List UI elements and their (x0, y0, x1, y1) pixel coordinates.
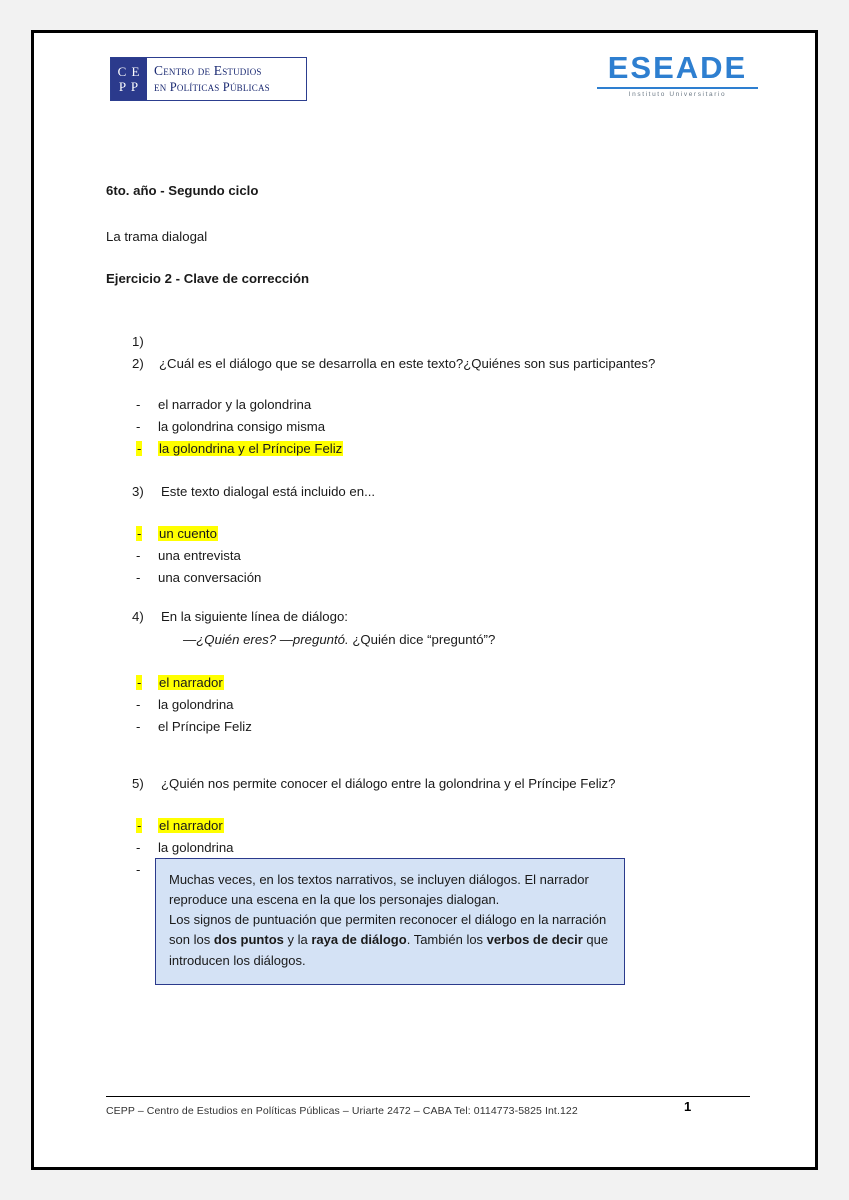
topic-line: La trama dialogal (106, 229, 208, 244)
cepp-name-line1: Centro de Estudios (154, 62, 262, 78)
question-5-text: ¿Quién nos permite conocer el diálogo entre la golondrina y el Príncipe Feliz? (161, 776, 616, 791)
cepp-monogram-line2: P P (118, 79, 140, 94)
question-5-number: 5) (132, 776, 144, 791)
document-header (34, 51, 815, 121)
option-marker: - (136, 548, 141, 563)
info-p2-part-c: y la (283, 932, 312, 948)
question-2-number: 2) (132, 356, 144, 371)
question-3-number: 3) (132, 484, 144, 499)
footer-text: CEPP – Centro de Estudios en Políticas Públicas – Uriarte 2472 – CABA Tel: 0114773-5825 Int.122 (106, 1105, 578, 1117)
question-4-option-2: la golondrina (158, 697, 234, 712)
question-5-option-2: la golondrina (158, 840, 234, 855)
info-p2-part-a: Los signos de puntuación que permiten reconocer el diálogo en la narración son los (169, 912, 607, 948)
cepp-name-line2: en Políticas Públicas (154, 79, 270, 94)
question-5-option-1: el narrador (159, 818, 223, 833)
course-heading: 6to. año - Segundo ciclo (106, 183, 259, 198)
option-marker-highlighted: - (137, 526, 142, 541)
info-box-paragraph-1: Muchas veces, en los textos narrativos, se incluyen diálogos. El narrador reproduce una escena en la que los personajes dialogan. (169, 872, 589, 908)
eseade-subtitle: Instituto Universitario (628, 91, 727, 99)
question-4-number: 4) (132, 609, 144, 624)
info-p2-dos-puntos: dos puntos (213, 932, 284, 948)
question-4-quote (183, 632, 495, 647)
cepp-monogram-icon (111, 58, 147, 100)
exercise-title: Ejercicio 2 - Clave de corrección (106, 271, 310, 286)
document-page (31, 30, 818, 1170)
option-marker: - (136, 719, 141, 734)
question-4-quote-rest: ¿Quién dice “preguntó”? (348, 632, 496, 647)
eseade-divider (597, 87, 758, 89)
question-2-text: ¿Cuál es el diálogo que se desarrolla en este texto?¿Quiénes son sus participantes? (159, 356, 656, 371)
info-p2-verbos-decir: verbos de decir (486, 932, 583, 948)
cepp-logo-text (147, 58, 306, 100)
info-box (155, 858, 625, 985)
info-p2-raya-dialogo: raya de diálogo (311, 932, 407, 948)
question-2-option-3: la golondrina y el Príncipe Feliz (159, 441, 343, 456)
question-4-option-3: el Príncipe Feliz (158, 719, 252, 734)
info-box-paragraph-2 (169, 910, 611, 970)
question-3-text: Este texto dialogal está incluido en... (161, 484, 376, 499)
question-2-option-1: el narrador y la golondrina (158, 397, 312, 412)
option-marker: - (136, 862, 141, 877)
question-3-option-1: un cuento (159, 526, 217, 541)
eseade-wordmark: ESEADE (607, 50, 748, 85)
cepp-logo (110, 57, 307, 101)
option-marker: - (136, 419, 141, 434)
page-content-area (34, 33, 815, 1167)
option-marker: - (136, 570, 141, 585)
option-marker-highlighted: - (137, 675, 142, 690)
page-number: 1 (684, 1099, 692, 1114)
question-4-text: En la siguiente línea de diálogo: (161, 609, 348, 624)
question-4-option-1: el narrador (159, 675, 223, 690)
option-marker-highlighted: - (137, 818, 142, 833)
option-marker-highlighted: - (137, 441, 142, 456)
question-2-option-2: la golondrina consigo misma (158, 419, 326, 434)
info-p2-part-e: . También los (406, 932, 487, 948)
cepp-monogram-line1: C E (117, 64, 141, 79)
question-1-number: 1) (132, 334, 144, 349)
question-3-option-2: una entrevista (158, 548, 241, 563)
info-p2-part-g: que introducen los diálogos. (169, 932, 609, 968)
eseade-logo (585, 51, 770, 98)
question-3-option-3: una conversación (158, 570, 262, 585)
footer-divider (106, 1096, 750, 1097)
option-marker: - (136, 840, 141, 855)
question-4-quote-italic: —¿Quién eres? —preguntó. (183, 632, 349, 647)
option-marker: - (136, 697, 141, 712)
option-marker: - (136, 397, 141, 412)
